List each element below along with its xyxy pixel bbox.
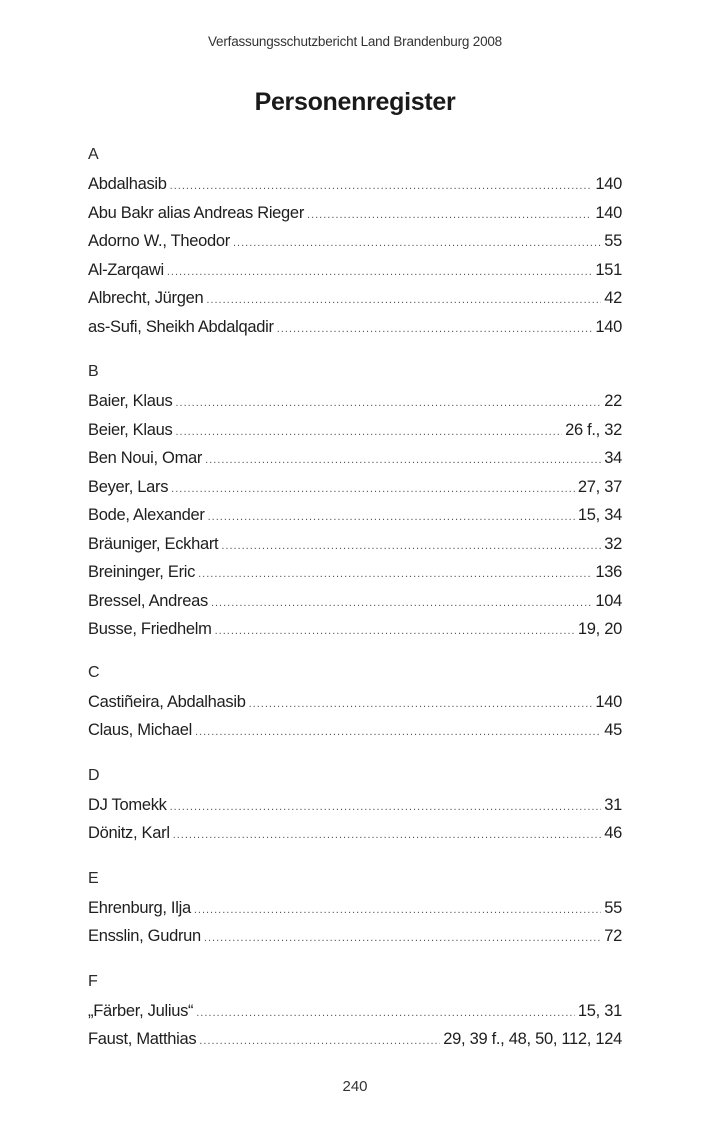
- section-letter: B: [88, 363, 99, 380]
- running-head: Verfassungsschutzbericht Land Brandenburg 2008: [207, 34, 502, 49]
- register-entry: [88, 894, 622, 923]
- register-entry: [88, 688, 622, 717]
- entry-pages: 15, 31: [577, 1001, 622, 1020]
- dot-leader: [211, 589, 592, 618]
- dot-leader: [170, 172, 593, 201]
- dot-leader: [167, 258, 593, 287]
- register-entry: [88, 170, 622, 199]
- entry-pages: 26 f., 32: [565, 420, 622, 439]
- entry-name: Castiñeira, Abdalhasib: [88, 692, 246, 711]
- register-entry: [88, 530, 622, 559]
- entry-name: Abdalhasib: [88, 175, 167, 193]
- entry-pages: 27, 37: [577, 477, 622, 496]
- register-entry: [88, 997, 622, 1026]
- register-section-e: [88, 864, 622, 951]
- entry-name: Bode, Alexander: [88, 506, 205, 524]
- entry-pages: 55: [604, 898, 622, 917]
- dot-leader: [205, 446, 601, 475]
- entry-name: Ehrenburg, Ilja: [88, 898, 191, 917]
- dot-leader: [307, 201, 592, 230]
- entry-name: DJ Tomekk: [88, 795, 167, 814]
- dot-leader: [204, 924, 601, 953]
- register-entry: [88, 716, 622, 745]
- dot-leader: [215, 617, 575, 646]
- entry-pages: 140: [595, 175, 622, 193]
- page-number: 240: [342, 1078, 368, 1095]
- register-entry: [88, 501, 622, 530]
- register-entry: [88, 256, 622, 285]
- dot-leader: [199, 1027, 440, 1056]
- dot-leader: [173, 821, 602, 850]
- entry-pages: 46: [604, 824, 622, 842]
- entry-pages: 32: [604, 534, 622, 553]
- dot-leader: [277, 315, 593, 344]
- dot-leader: [208, 503, 575, 532]
- entry-pages: 136: [595, 563, 622, 581]
- entry-name: as-Sufi, Sheikh Abdalqadir: [88, 317, 274, 336]
- entry-name: Adorno W., Theodor: [88, 232, 230, 250]
- dot-leader: [194, 896, 601, 925]
- entry-name: Al-Zarqawi: [88, 260, 164, 279]
- dot-leader: [195, 718, 601, 747]
- register-entry: [88, 587, 622, 616]
- dot-leader: [170, 793, 602, 822]
- dot-leader: [233, 229, 601, 258]
- dot-leader: [175, 418, 562, 447]
- dot-leader: [175, 389, 601, 418]
- register-entry: [88, 819, 622, 848]
- entry-name: Busse, Friedhelm: [88, 620, 212, 638]
- section-gap: [88, 848, 622, 864]
- register-entry: [88, 387, 622, 416]
- entry-pages: 31: [604, 795, 622, 814]
- entry-name: Ben Noui, Omar: [88, 449, 203, 467]
- entry-name: Beyer, Lars: [88, 477, 169, 496]
- register-entry: [88, 416, 622, 445]
- section-gap: [88, 341, 622, 357]
- register-entry: [88, 615, 622, 644]
- register-section-d: [88, 761, 622, 848]
- register-entry: [88, 227, 622, 256]
- entry-name: Breininger, Eric: [88, 563, 196, 581]
- entry-pages: 140: [595, 203, 622, 222]
- register-section-b: [88, 357, 622, 644]
- entry-name: Abu Bakr alias Andreas Rieger: [88, 203, 305, 222]
- entry-pages: 22: [604, 392, 622, 410]
- entry-name: Dönitz, Karl: [88, 824, 170, 842]
- entry-name: Albrecht, Jürgen: [88, 289, 204, 307]
- dot-leader: [171, 475, 575, 504]
- entry-pages: 104: [595, 591, 622, 610]
- register-section-c: [88, 658, 622, 745]
- dot-leader: [249, 690, 593, 719]
- section-gap: [88, 745, 622, 761]
- dot-leader: [221, 532, 601, 561]
- entry-name: Ensslin, Gudrun: [88, 927, 201, 945]
- section-letter: F: [88, 972, 98, 990]
- register-entry: [88, 791, 622, 820]
- entry-pages: 140: [595, 317, 622, 336]
- entry-name: Baier, Klaus: [88, 392, 173, 410]
- entry-name: Faust, Matthias: [88, 1030, 197, 1048]
- register-entry: [88, 473, 622, 502]
- section-gap: [88, 644, 622, 658]
- entry-pages: 15, 34: [577, 506, 622, 524]
- entry-name: Beier, Klaus: [88, 420, 173, 439]
- page-title: Personenregister: [254, 88, 456, 116]
- entry-pages: 42: [604, 289, 622, 307]
- section-letter: D: [88, 766, 100, 784]
- register-entry: [88, 313, 622, 342]
- register-entry: [88, 199, 622, 228]
- register-entry: [88, 444, 622, 473]
- register-entry: [88, 922, 622, 951]
- register-section-f: [88, 967, 622, 1054]
- entry-pages: 19, 20: [577, 620, 622, 638]
- section-letter: E: [88, 869, 99, 887]
- entry-name: Claus, Michael: [88, 721, 193, 739]
- dot-leader: [196, 999, 575, 1028]
- register-entry: [88, 1025, 622, 1054]
- section-letter: C: [88, 663, 100, 681]
- entry-pages: 55: [604, 232, 622, 250]
- dot-leader: [198, 560, 592, 589]
- entry-pages: 151: [595, 260, 622, 279]
- person-register: [88, 140, 622, 1054]
- entry-pages: 140: [595, 692, 622, 711]
- section-letter: A: [88, 146, 99, 163]
- register-entry: [88, 558, 622, 587]
- entry-pages: 29, 39 f., 48, 50, 112, 124: [443, 1030, 622, 1048]
- section-gap: [88, 951, 622, 967]
- entry-pages: 72: [604, 927, 622, 945]
- register-section-a: [88, 140, 622, 341]
- entry-pages: 45: [604, 721, 622, 739]
- entry-name: Bräuniger, Eckhart: [88, 534, 219, 553]
- register-entry: [88, 284, 622, 313]
- entry-pages: 34: [604, 449, 622, 467]
- entry-name: „Färber, Julius“: [88, 1001, 194, 1020]
- entry-name: Bressel, Andreas: [88, 591, 208, 610]
- dot-leader: [206, 286, 601, 315]
